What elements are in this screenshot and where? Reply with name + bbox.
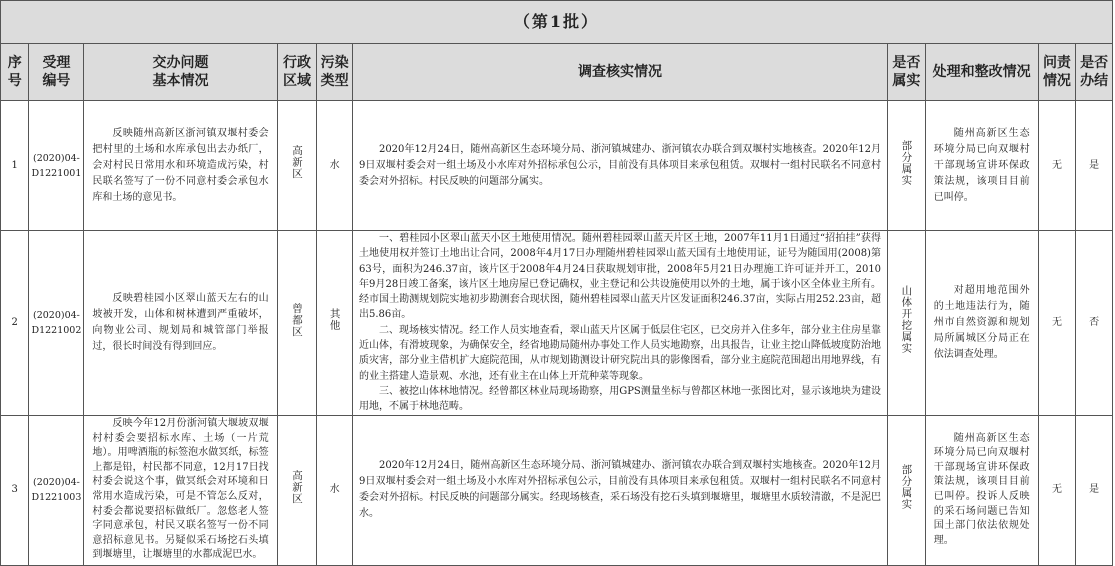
region-cell: 曾都区	[277, 231, 317, 416]
receipt-id: (2020)04- D1221002	[29, 231, 84, 416]
header-pollution: 污染 类型	[317, 44, 353, 101]
concluded-cell: 是	[1076, 415, 1113, 565]
is-true-cell: 部分属实	[888, 415, 926, 565]
is-true-cell: 山体开挖属实	[888, 231, 926, 416]
row-no: 1	[1, 101, 29, 231]
row-no: 2	[1, 231, 29, 416]
is-true-cell: 部分属实	[888, 101, 926, 231]
concluded-cell: 是	[1076, 101, 1113, 231]
table-row	[1, 415, 1113, 565]
issue-text: 反映今年12月份浙河镇大堰坡双堰村村委会要招标水库、土场（一片荒地）。用啤酒瓶的标签泡水做冥纸，标签上都是铅，村民都不同意，12月17日找村委会说这个事，做冥纸会对环境和日常用水造成污染，可是不管怎么反对，村委会都说要招标做纸厂。忽悠老人签字同意承包，村民又联名签写一份不同意招标意见书。另疑似采石场挖石头填到堰塘里，让堰塘里的水都成泥巴水。	[84, 415, 277, 565]
table-row	[1, 101, 1113, 231]
pollution-type: 水	[317, 101, 353, 231]
header-handling: 处理和整改情况	[925, 44, 1038, 101]
investigation-text: 一、碧桂园小区翠山蓝天小区土地使用情况。随州碧桂园翠山蓝天片区土地，2007年11月1日通过“招拍挂”获得土地使用权并签订土地出让合同，2008年4月17日办理随州碧桂园翠山蓝天国有土地使用证，证号为随国用(2008)第63号，面积为246.37亩，该片区于2008年4月24日获取规划审批，2008年5月21日办理施工许可证并开工，2010年9月28日竣工备案，该片区土地房屋已登记确权，业主登记和公共设施使用以外的土地，属于该小区全体业主所有。经市国土勘测规划院实地初步勘测套合现状图，随州碧桂园翠山蓝天片区发证面积246.37亩，实际占用252.23亩，超出5.86亩。 二、现场核实情况。经工作人员实地查看，翠山蓝天片区属于低层住宅区，已交房并入住多年，部分业主住房星靠近山体，有滑坡现象，为确保安全，经省地勘局随州办事处工作人员实地勘察，出具报告，让业主挖山降低坡度防治地质灾害，部分业主借机扩大庭院范围，从市规划勘测设计研究院出具的影像图看，部分业主庭院范围超出用地界线，有的业主搭建人造景观、水池，还有业主在山体上开荒种菜等现象。 三、被挖山体林地情况。经曾都区林业局现场勘察，用GPS测量坐标与曾都区林地一张图比对，显示该地块为建设用地，不属于林地范畴。	[352, 231, 887, 416]
row-no: 3	[1, 415, 29, 565]
handling-text: 对超用地范围外的土地违法行为，随州市自然资源和规划局所属城区分局正在依法调查处理。	[925, 231, 1038, 416]
accountability-cell: 无	[1038, 101, 1076, 231]
accountability-cell: 无	[1038, 231, 1076, 416]
investigation-text: 2020年12月24日，随州高新区生态环境分局、浙河镇城建办、浙河镇农办联合到双堰村实地核查。2020年12月9日双堰村委会对一组土场及小水库对外招标承包公示，目前没有具体项目来承包租赁。双堰村一组村民联名不同意村委会对外招标。村民反映的问题部分属实。经现场核查，采石场没有挖石头填到堰塘里，堰塘里水质较清澈，不是泥巴水。	[352, 415, 887, 565]
header-concluded: 是否 办结	[1076, 44, 1113, 101]
region-cell: 高新区	[277, 415, 317, 565]
header-issue: 交办问题 基本情况	[84, 44, 277, 101]
issue-text: 反映随州高新区浙河镇双堰村委会把村里的土场和水库承包出去办纸厂，会对村民日常用水和环境造成污染，村民联名签写了一份不同意村委会承包水库和土场的意见书。	[84, 101, 277, 231]
receipt-id: (2020)04- D1221001	[29, 101, 84, 231]
issue-text: 反映碧桂园小区翠山蓝天左右的山坡被开发，山体和树林遭到严重破坏，向物业公司、规划局和城管部门举报过，很长时间没有得到回应。	[84, 231, 277, 416]
table-row	[1, 231, 1113, 416]
concluded-cell: 否	[1076, 231, 1113, 416]
pollution-type-cell: 其他	[317, 231, 353, 416]
handling-text: 随州高新区生态环境分局已向双堰村干部现场宣讲环保政策法规，该项目目前已叫停。投诉人反映的采石场问题已告知国土部门依法依规处理。	[925, 415, 1038, 565]
pollution-type: 水	[317, 415, 353, 565]
receipt-id: (2020)04- D1221003	[29, 415, 84, 565]
handling-text: 随州高新区生态环境分局已向双堰村干部现场宣讲环保政策法规，该项目目前已叫停。	[925, 101, 1038, 231]
header-accountability: 问责 情况	[1038, 44, 1076, 101]
accountability-cell: 无	[1038, 415, 1076, 565]
investigation-text: 2020年12月24日，随州高新区生态环境分局、浙河镇城建办、浙河镇农办联合到双堰村实地核查。2020年12月9日双堰村委会对一组土场及小水库对外招标承包公示，目前没有具体项目来承包租赁。双堰村一组村民联名不同意村委会对外招标。村民反映的问题部分属实。	[352, 101, 887, 231]
header-receipt: 受理 编号	[29, 44, 84, 101]
region-cell: 高新区	[277, 101, 317, 231]
batch-title: （第1批）	[1, 1, 1113, 44]
table-header	[1, 44, 1113, 101]
header-investigation: 调查核实情况	[352, 44, 887, 101]
header-no: 序号	[1, 44, 29, 101]
header-region: 行政 区域	[277, 44, 317, 101]
header-is-true: 是否 属实	[888, 44, 926, 101]
